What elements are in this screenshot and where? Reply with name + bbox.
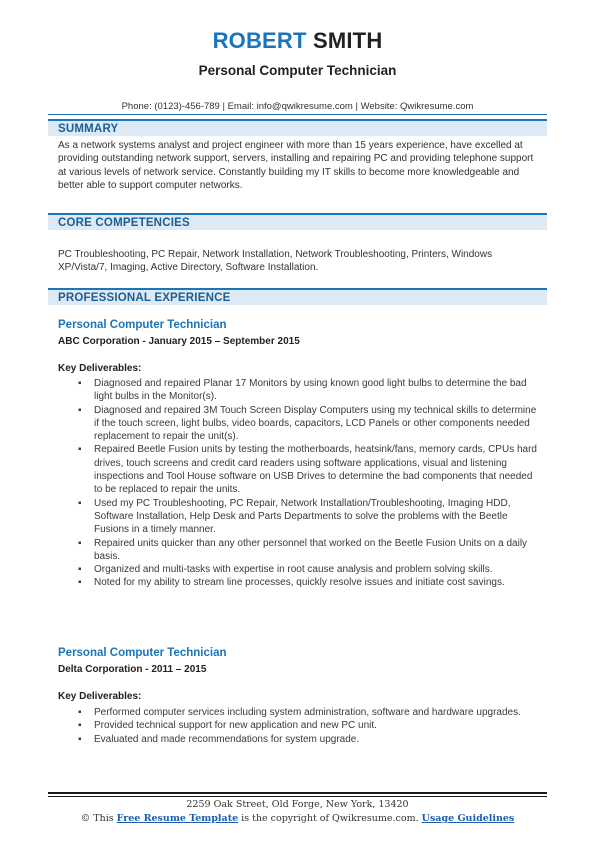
job-2-company: Delta Corporation - 2011 – 2015 — [58, 664, 207, 675]
job-2-deliverables-label: Key Deliverables: — [58, 691, 142, 702]
bullet-icon: ▪ — [78, 444, 82, 456]
list-item: ▪ Diagnosed and repaired Planar 17 Monitors by using known good light bulbs to determine the bad light bulbs in the Monitor(s). — [78, 378, 527, 403]
bullet-icon: ▪ — [78, 564, 82, 576]
list-item: ▪ Organized and multi-tasks with expertise in root cause analysis and problem solving skills. — [78, 564, 493, 576]
list-item: ▪ Diagnosed and repaired 3M Touch Screen Display Computers using my technical skills to determine if the touch screen, light bulbs, video boards, capacitors, LCD Panels or other components needed replacement to repair the unit(s). — [78, 404, 537, 443]
usage-guidelines-link[interactable]: Usage Guidelines — [421, 813, 515, 824]
section-heading-experience: PROFESSIONAL EXPERIENCE — [48, 288, 547, 305]
footer-address: 2259 Oak Street, Old Forge, New York, 13420 — [186, 799, 409, 810]
bullet-icon: ▪ — [78, 404, 82, 416]
header-divider — [48, 114, 547, 115]
bullet-icon: ▪ — [78, 497, 82, 509]
section-heading-competencies: CORE COMPETENCIES — [48, 213, 547, 230]
job-1-deliverables-list — [58, 377, 540, 590]
bullet-icon: ▪ — [78, 707, 82, 718]
section-heading-summary: SUMMARY — [48, 119, 547, 136]
list-item: ▪ Provided technical support for new application and new PC unit. — [78, 720, 377, 732]
job-2-deliverables-list — [58, 706, 540, 746]
candidate-name — [0, 28, 595, 54]
first-name: ROBERT — [212, 28, 307, 53]
contact-line: Phone: (0123)-456-789 | Email: info@qwikresume.com | Website: Qwikresume.com — [121, 101, 474, 112]
job-title-heading: Personal Computer Technician — [198, 63, 397, 78]
copyright-middle: is the copyright of Qwikresume.com. — [238, 813, 422, 824]
job-1-deliverables-label: Key Deliverables: — [58, 363, 142, 374]
list-item: ▪ Noted for my ability to stream line processes, quickly resolve issues and initiate cost savings. — [78, 577, 505, 589]
footer-copyright — [0, 813, 595, 824]
free-resume-template-link[interactable]: Free Resume Template — [116, 813, 239, 824]
job-1-company: ABC Corporation - January 2015 – September 2015 — [58, 336, 300, 347]
job-2-title: Personal Computer Technician — [58, 647, 227, 659]
job-1-title: Personal Computer Technician — [58, 319, 227, 331]
list-item: ▪ Repaired Beetle Fusion units by testing the motherboards, heatsink/fans, memory cards, CPUs hard drives, touch screens and credit card readers using software applications, visual and listening inspections and Tool House software on USB Drives to determine the bad components that needed to be replaced to repair the units. — [78, 444, 537, 496]
bullet-icon: ▪ — [78, 537, 82, 549]
footer-divider — [48, 792, 547, 794]
list-item: ▪ Evaluated and made recommendations for system upgrade. — [78, 733, 360, 745]
list-item: ▪ Used my PC Troubleshooting, PC Repair, Network Installation/Troubleshooting, Imaging HDD, Software Installation, Help Desk and Parts Departments to solve the problems with the Beetle Fusions in a timely manner. — [78, 497, 511, 536]
list-item: ▪ Performed computer services including system administration, software and hardware upgrades. — [78, 707, 521, 718]
bullet-icon: ▪ — [78, 733, 82, 745]
bullet-icon: ▪ — [78, 720, 82, 732]
last-name: SMITH — [312, 28, 383, 53]
summary-text: As a network systems analyst and project engineer with more than 15 years experience, have excelled at providing outstanding network support, servers, installing and repairing PC and providing telephone support at various levels of network service. Constantly building my IT skills to become more knowledgeable and better able to support computer networks. — [58, 140, 534, 191]
bullet-icon: ▪ — [78, 378, 82, 389]
copyright-prefix: © This — [80, 813, 117, 824]
footer-divider-thin — [48, 796, 547, 797]
list-item: ▪ Repaired units quicker than any other personnel that worked on the Beetle Fusion Units on a daily basis. — [78, 537, 528, 562]
competencies-text: PC Troubleshooting, PC Repair, Network Installation, Network Troubleshooting, Printers, Windows XP/Vista/7, Imaging, Active Directory, Software Installation. — [58, 249, 493, 274]
bullet-icon: ▪ — [78, 577, 82, 589]
